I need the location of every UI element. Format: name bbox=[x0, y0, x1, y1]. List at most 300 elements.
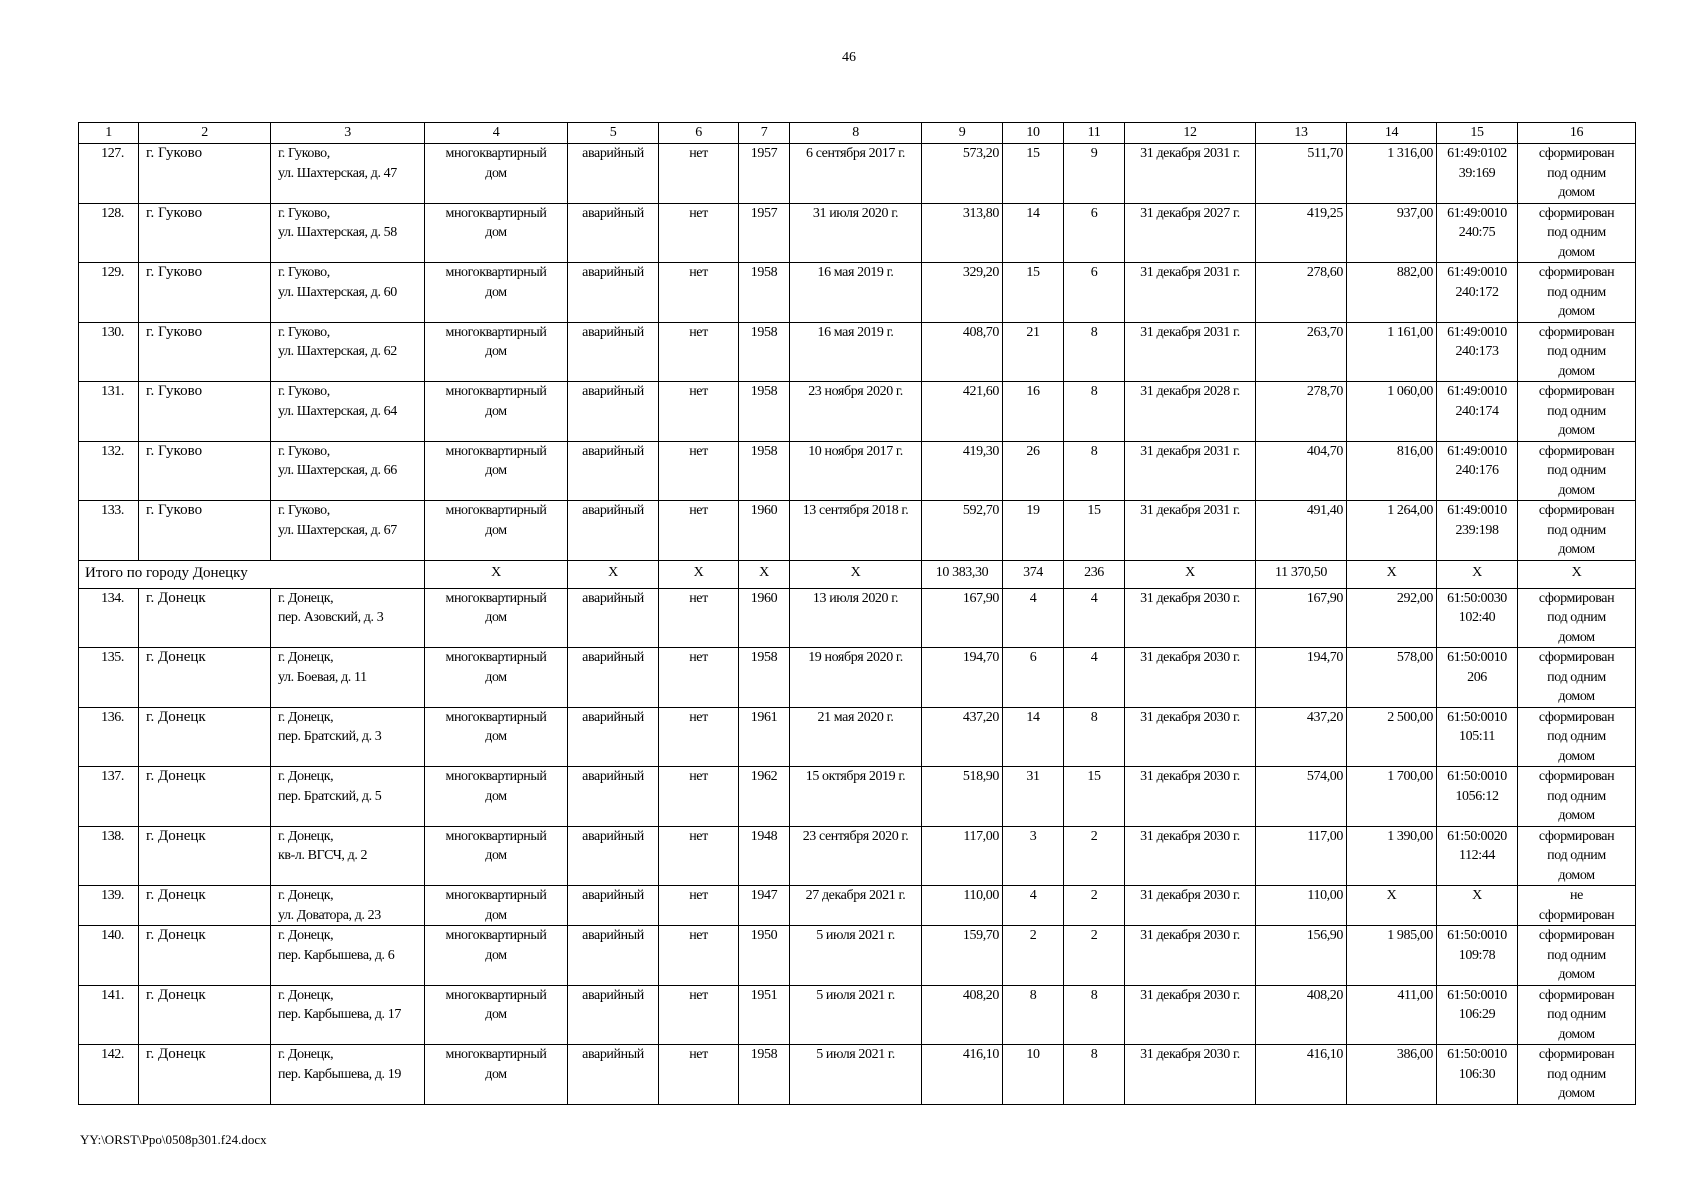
page-number: 46 bbox=[842, 50, 856, 65]
column-6-cell bbox=[659, 588, 739, 648]
building-type-cell bbox=[425, 588, 568, 648]
column-10-cell bbox=[1003, 886, 1064, 926]
column-10-cell bbox=[1003, 926, 1064, 986]
cadastral-number-cell-line: 240:173 bbox=[1455, 344, 1499, 359]
address-cell-line: пер. Азовский, д. 3 bbox=[278, 610, 384, 625]
address-cell-line: г. Донецк, bbox=[278, 590, 334, 606]
land-status-cell-line: сформирован bbox=[1538, 503, 1615, 518]
building-type-cell bbox=[425, 985, 568, 1045]
condition-cell-line: аварийный bbox=[582, 146, 644, 161]
city-cell bbox=[139, 382, 271, 442]
cadastral-number-cell bbox=[1437, 501, 1518, 561]
address-cell-line: пер. Братский, д. 5 bbox=[278, 788, 382, 804]
land-status-cell-line: домом bbox=[1558, 423, 1595, 438]
row-number bbox=[79, 707, 139, 767]
column-10-cell bbox=[1003, 826, 1064, 886]
recognition-date-cell bbox=[790, 985, 922, 1045]
column-13-cell-line: 156,90 bbox=[1306, 928, 1343, 943]
column-13-cell bbox=[1256, 886, 1347, 926]
land-status-cell-line: под одним bbox=[1547, 947, 1606, 963]
table-row bbox=[79, 501, 1636, 561]
city-cell bbox=[139, 767, 271, 827]
recognition-date-cell-line: 27 декабря 2021 г. bbox=[805, 888, 906, 903]
row-number-line: 141. bbox=[101, 987, 124, 1003]
building-type-cell-line: многоквартирный bbox=[445, 265, 547, 280]
address-cell-line: пер. Карбышева, д. 17 bbox=[278, 1007, 401, 1022]
table-row bbox=[79, 144, 1636, 204]
row-number-line: 133. bbox=[101, 503, 124, 518]
column-6-cell bbox=[659, 501, 739, 561]
table-body bbox=[79, 123, 1636, 1105]
column-6-cell bbox=[659, 1045, 739, 1105]
city-cell-line: г. Донецк bbox=[146, 768, 206, 784]
city-cell-line: г. Гуково bbox=[146, 442, 203, 459]
area-cell-line: 518,90 bbox=[962, 769, 999, 784]
recognition-date-cell-line: 31 июля 2020 г. bbox=[812, 205, 899, 221]
recognition-date-cell bbox=[790, 707, 922, 767]
column-10-cell bbox=[1003, 382, 1064, 442]
address-cell bbox=[271, 322, 425, 382]
building-type-cell bbox=[425, 263, 568, 323]
area-cell-line: 437,20 bbox=[962, 709, 999, 725]
city-cell-line: г. Донецк bbox=[146, 827, 206, 844]
land-status-cell bbox=[1518, 588, 1636, 648]
row-number bbox=[79, 144, 139, 204]
row-number-line: 135. bbox=[101, 650, 124, 665]
address-cell-line: г. Гуково, bbox=[278, 443, 330, 459]
cadastral-number-cell-line: 240:172 bbox=[1455, 284, 1499, 300]
total-c6: X bbox=[659, 560, 739, 588]
deadline-cell bbox=[1125, 826, 1256, 886]
condition-cell-line: аварийный bbox=[582, 503, 644, 518]
address-cell-line: кв-л. ВГСЧ, д. 2 bbox=[278, 848, 368, 863]
condition-cell bbox=[568, 588, 659, 648]
land-status-cell-line: домом bbox=[1558, 363, 1595, 379]
recognition-date-cell-line: 23 сентября 2020 г. bbox=[802, 828, 909, 844]
column-10-cell bbox=[1003, 1045, 1064, 1105]
column-number: 13 bbox=[1256, 123, 1347, 144]
city-cell bbox=[139, 826, 271, 886]
address-cell-line: ул. Шахтерская, д. 62 bbox=[278, 344, 397, 359]
address-cell bbox=[271, 441, 425, 501]
column-6-cell-line: нет bbox=[689, 503, 708, 518]
recognition-date-cell-line: 23 ноября 2020 г. bbox=[808, 384, 903, 399]
column-10-cell-line: 10 bbox=[1026, 1047, 1040, 1062]
address-cell-line: г. Донецк, bbox=[278, 987, 334, 1003]
column-13-cell bbox=[1256, 441, 1347, 501]
area-cell bbox=[922, 203, 1003, 263]
year-cell bbox=[739, 926, 790, 986]
building-type-cell bbox=[425, 767, 568, 827]
column-number: 15 bbox=[1437, 123, 1518, 144]
cadastral-number-cell bbox=[1437, 203, 1518, 263]
year-cell-line: 1961 bbox=[750, 709, 778, 725]
building-type-cell-line: многоквартирный bbox=[445, 888, 547, 903]
city-cell bbox=[139, 1045, 271, 1105]
column-11-cell bbox=[1064, 588, 1125, 648]
row-number bbox=[79, 826, 139, 886]
total-c9: 10 383,30 bbox=[922, 560, 1003, 588]
row-number-line: 132. bbox=[101, 443, 124, 459]
land-status-cell-line: сформирован bbox=[1538, 709, 1615, 725]
column-14-cell bbox=[1347, 203, 1437, 263]
column-11-cell bbox=[1064, 441, 1125, 501]
city-cell-line: г. Гуково bbox=[146, 502, 203, 518]
land-status-cell-line: домом bbox=[1558, 867, 1595, 883]
recognition-date-cell bbox=[790, 501, 922, 561]
row-number bbox=[79, 441, 139, 501]
area-cell bbox=[922, 501, 1003, 561]
condition-cell bbox=[568, 144, 659, 204]
land-status-cell-line: домом bbox=[1558, 304, 1595, 319]
land-status-cell-line: домом bbox=[1558, 542, 1595, 557]
column-6-cell-line: нет bbox=[689, 828, 708, 844]
city-cell bbox=[139, 322, 271, 382]
year-cell-line: 1950 bbox=[750, 928, 778, 943]
column-10-cell-line: 6 bbox=[1029, 650, 1037, 665]
deadline-cell bbox=[1125, 203, 1256, 263]
land-status-cell-line: под одним bbox=[1547, 403, 1606, 419]
cadastral-number-cell-line: 240:174 bbox=[1455, 403, 1499, 419]
address-cell bbox=[271, 707, 425, 767]
column-6-cell-line: нет bbox=[689, 987, 708, 1003]
column-13-cell-line: 419,25 bbox=[1306, 205, 1343, 221]
year-cell-line: 1947 bbox=[750, 888, 778, 903]
column-13-cell bbox=[1256, 322, 1347, 382]
condition-cell-line: аварийный bbox=[582, 987, 644, 1003]
cadastral-number-cell-line: 105:11 bbox=[1459, 729, 1495, 744]
area-cell bbox=[922, 441, 1003, 501]
column-14-cell bbox=[1347, 588, 1437, 648]
building-type-cell bbox=[425, 707, 568, 767]
city-total-row bbox=[79, 560, 1636, 588]
year-cell bbox=[739, 203, 790, 263]
building-type-cell-line: многоквартирный bbox=[445, 928, 547, 943]
column-6-cell-line: нет bbox=[689, 265, 708, 280]
recognition-date-cell bbox=[790, 648, 922, 708]
building-type-cell-line: дом bbox=[485, 165, 507, 181]
city-cell-line: г. Гуково bbox=[146, 204, 203, 221]
area-cell bbox=[922, 648, 1003, 708]
table-row bbox=[79, 826, 1636, 886]
year-cell bbox=[739, 322, 790, 382]
address-cell bbox=[271, 203, 425, 263]
column-14-cell bbox=[1347, 767, 1437, 827]
land-status-cell-line: под одним bbox=[1547, 284, 1606, 300]
column-14-cell-line: 578,00 bbox=[1396, 650, 1433, 665]
city-cell bbox=[139, 501, 271, 561]
building-type-cell bbox=[425, 382, 568, 442]
column-6-cell-line: нет bbox=[689, 1047, 708, 1062]
building-type-cell-line: многоквартирный bbox=[445, 650, 547, 665]
land-status-cell-line: под одним bbox=[1547, 522, 1606, 538]
row-number bbox=[79, 501, 139, 561]
column-13-cell bbox=[1256, 767, 1347, 827]
column-11-cell bbox=[1064, 826, 1125, 886]
column-11-cell bbox=[1064, 1045, 1125, 1105]
area-cell bbox=[922, 588, 1003, 648]
column-14-cell-line: 1 316,00 bbox=[1387, 146, 1433, 161]
area-cell-line: 416,10 bbox=[962, 1047, 999, 1062]
table-row bbox=[79, 985, 1636, 1045]
column-number: 14 bbox=[1347, 123, 1437, 144]
year-cell-line: 1958 bbox=[750, 384, 778, 399]
deadline-cell bbox=[1125, 501, 1256, 561]
building-type-cell-line: многоквартирный bbox=[445, 1047, 547, 1062]
condition-cell bbox=[568, 826, 659, 886]
column-11-cell-line: 2 bbox=[1090, 828, 1098, 844]
cadastral-number-cell bbox=[1437, 382, 1518, 442]
area-cell bbox=[922, 707, 1003, 767]
year-cell-line: 1960 bbox=[750, 503, 778, 518]
address-cell-line: г. Гуково, bbox=[278, 146, 330, 161]
land-status-cell-line: под одним bbox=[1547, 788, 1606, 804]
cadastral-number-cell-line: 239:198 bbox=[1455, 522, 1499, 538]
column-10-cell-line: 16 bbox=[1026, 384, 1040, 399]
address-cell-line: г. Гуково, bbox=[278, 265, 330, 280]
area-cell-line: 110,00 bbox=[963, 888, 999, 903]
city-cell-line: г. Гуково bbox=[146, 264, 203, 280]
column-11-cell-line: 15 bbox=[1087, 503, 1101, 518]
cadastral-number-cell-line: 106:29 bbox=[1458, 1007, 1496, 1022]
column-11-cell-line: 9 bbox=[1090, 146, 1098, 161]
column-10-cell bbox=[1003, 322, 1064, 382]
column-13-cell-line: 278,70 bbox=[1306, 384, 1343, 399]
table-row bbox=[79, 707, 1636, 767]
column-13-cell bbox=[1256, 826, 1347, 886]
land-status-cell-line: под одним bbox=[1547, 463, 1606, 478]
column-6-cell-line: нет bbox=[689, 650, 708, 665]
column-10-cell bbox=[1003, 707, 1064, 767]
building-type-cell-line: многоквартирный bbox=[445, 324, 547, 340]
row-number-line: 131. bbox=[101, 384, 124, 399]
deadline-cell-line: 31 декабря 2031 г. bbox=[1140, 503, 1240, 518]
recognition-date-cell bbox=[790, 203, 922, 263]
cadastral-number-cell-line: 61:50:0010 bbox=[1447, 928, 1507, 943]
area-cell bbox=[922, 263, 1003, 323]
recognition-date-cell-line: 5 июля 2021 г. bbox=[816, 987, 895, 1003]
area-cell-line: 573,20 bbox=[962, 146, 999, 161]
column-10-cell bbox=[1003, 441, 1064, 501]
column-14-cell-line: 386,00 bbox=[1396, 1047, 1433, 1062]
column-13-cell bbox=[1256, 1045, 1347, 1105]
condition-cell bbox=[568, 382, 659, 442]
land-status-cell-line: сформирован bbox=[1538, 987, 1615, 1003]
year-cell bbox=[739, 707, 790, 767]
column-11-cell bbox=[1064, 767, 1125, 827]
column-14-cell bbox=[1347, 263, 1437, 323]
address-cell-line: ул. Шахтерская, д. 47 bbox=[278, 165, 397, 181]
land-status-cell-line: сформирован bbox=[1538, 928, 1615, 943]
column-6-cell bbox=[659, 826, 739, 886]
building-type-cell bbox=[425, 322, 568, 382]
column-13-cell-line: 404,70 bbox=[1306, 443, 1343, 459]
column-14-cell-line: 1 985,00 bbox=[1387, 928, 1433, 943]
column-13-cell bbox=[1256, 648, 1347, 708]
housing-table bbox=[78, 122, 1636, 1105]
column-14-cell-line: 1 700,00 bbox=[1387, 769, 1433, 784]
building-type-cell-line: дом bbox=[485, 1066, 507, 1082]
recognition-date-cell-line: 21 мая 2020 г. bbox=[817, 709, 894, 725]
cadastral-number-cell-line: 61:49:0010 bbox=[1447, 443, 1507, 459]
cadastral-number-cell bbox=[1437, 926, 1518, 986]
city-cell-line: г. Донецк bbox=[146, 589, 206, 606]
land-status-cell-line: домом bbox=[1558, 185, 1595, 200]
row-number bbox=[79, 588, 139, 648]
column-13-cell-line: 491,40 bbox=[1306, 503, 1343, 518]
land-status-cell bbox=[1518, 926, 1636, 986]
column-10-cell-line: 4 bbox=[1029, 888, 1037, 903]
land-status-cell bbox=[1518, 648, 1636, 708]
cadastral-number-cell-line: 61:50:0020 bbox=[1447, 828, 1507, 844]
recognition-date-cell-line: 5 июля 2021 г. bbox=[816, 928, 895, 943]
address-cell-line: г. Донецк, bbox=[278, 828, 334, 844]
column-6-cell bbox=[659, 767, 739, 827]
city-cell bbox=[139, 203, 271, 263]
recognition-date-cell-line: 16 мая 2019 г. bbox=[817, 265, 894, 280]
building-type-cell bbox=[425, 886, 568, 926]
land-status-cell-line: домом bbox=[1558, 748, 1595, 764]
table-row bbox=[79, 648, 1636, 708]
cadastral-number-cell-line: 39:169 bbox=[1458, 165, 1496, 181]
land-status-cell bbox=[1518, 826, 1636, 886]
area-cell-line: 421,60 bbox=[962, 384, 999, 399]
deadline-cell-line: 31 декабря 2031 г. bbox=[1140, 146, 1240, 161]
area-cell-line: 592,70 bbox=[962, 503, 999, 518]
condition-cell-line: аварийный bbox=[582, 828, 644, 844]
row-number bbox=[79, 926, 139, 986]
city-cell bbox=[139, 588, 271, 648]
year-cell-line: 1958 bbox=[750, 650, 778, 665]
recognition-date-cell-line: 16 мая 2019 г. bbox=[817, 324, 894, 340]
land-status-cell-line: сформирован bbox=[1538, 324, 1615, 340]
column-14-cell-line: 1 390,00 bbox=[1387, 828, 1433, 844]
total-c10: 374 bbox=[1003, 560, 1064, 588]
cadastral-number-cell-line: 102:40 bbox=[1458, 610, 1496, 625]
table-row bbox=[79, 588, 1636, 648]
column-11-cell bbox=[1064, 648, 1125, 708]
column-14-cell bbox=[1347, 926, 1437, 986]
land-status-cell-line: под одним bbox=[1547, 1007, 1606, 1022]
cadastral-number-cell-line: 61:49:0010 bbox=[1447, 205, 1507, 221]
building-type-cell-line: многоквартирный bbox=[445, 443, 547, 459]
land-status-cell-line: домом bbox=[1558, 244, 1595, 260]
row-number-line: 142. bbox=[101, 1047, 124, 1062]
address-cell-line: ул. Шахтерская, д. 60 bbox=[278, 284, 397, 300]
year-cell-line: 1958 bbox=[750, 443, 778, 459]
area-cell bbox=[922, 985, 1003, 1045]
city-cell bbox=[139, 926, 271, 986]
column-10-cell-line: 14 bbox=[1026, 205, 1040, 221]
year-cell bbox=[739, 767, 790, 827]
address-cell bbox=[271, 886, 425, 926]
land-status-cell-line: под одним bbox=[1547, 729, 1606, 744]
area-cell-line: 313,80 bbox=[962, 205, 999, 221]
cadastral-number-cell bbox=[1437, 441, 1518, 501]
cadastral-number-cell-line: 61:49:0010 bbox=[1447, 384, 1507, 399]
land-status-cell bbox=[1518, 203, 1636, 263]
land-status-cell bbox=[1518, 144, 1636, 204]
column-number: 12 bbox=[1125, 123, 1256, 144]
column-13-cell-line: 167,90 bbox=[1306, 590, 1343, 606]
recognition-date-cell-line: 6 сентября 2017 г. bbox=[806, 146, 905, 161]
year-cell-line: 1957 bbox=[750, 146, 778, 161]
row-number-line: 138. bbox=[101, 828, 124, 844]
cadastral-number-cell-line: X bbox=[1472, 888, 1482, 903]
building-type-cell bbox=[425, 441, 568, 501]
condition-cell bbox=[568, 322, 659, 382]
column-number: 11 bbox=[1064, 123, 1125, 144]
cadastral-number-cell-line: 206 bbox=[1467, 669, 1487, 685]
column-13-cell-line: 194,70 bbox=[1306, 650, 1343, 665]
area-cell bbox=[922, 926, 1003, 986]
condition-cell-line: аварийный bbox=[582, 650, 644, 665]
land-status-cell-line: сформирован bbox=[1538, 828, 1615, 844]
condition-cell bbox=[568, 501, 659, 561]
cadastral-number-cell bbox=[1437, 588, 1518, 648]
column-13-cell-line: 117,00 bbox=[1307, 828, 1343, 844]
column-11-cell bbox=[1064, 322, 1125, 382]
address-cell-line: г. Гуково, bbox=[278, 324, 330, 340]
recognition-date-cell-line: 19 ноября 2020 г. bbox=[808, 650, 903, 665]
deadline-cell bbox=[1125, 707, 1256, 767]
column-6-cell bbox=[659, 203, 739, 263]
column-14-cell-line: 292,00 bbox=[1396, 590, 1433, 606]
deadline-cell-line: 31 декабря 2030 г. bbox=[1140, 888, 1240, 903]
deadline-cell-line: 31 декабря 2030 г. bbox=[1140, 928, 1240, 943]
condition-cell bbox=[568, 263, 659, 323]
area-cell-line: 167,90 bbox=[962, 590, 999, 606]
column-number: 1 bbox=[79, 123, 139, 144]
column-11-cell-line: 6 bbox=[1090, 265, 1098, 280]
deadline-cell-line: 31 декабря 2030 г. bbox=[1140, 709, 1240, 725]
row-number bbox=[79, 322, 139, 382]
column-13-cell bbox=[1256, 144, 1347, 204]
area-cell-line: 159,70 bbox=[962, 928, 999, 943]
column-14-cell bbox=[1347, 501, 1437, 561]
land-status-cell bbox=[1518, 767, 1636, 827]
cadastral-number-cell-line: 61:50:0010 bbox=[1447, 1047, 1507, 1062]
land-status-cell bbox=[1518, 1045, 1636, 1105]
column-11-cell-line: 4 bbox=[1090, 650, 1098, 665]
year-cell bbox=[739, 441, 790, 501]
building-type-cell-line: дом bbox=[485, 463, 507, 478]
city-cell bbox=[139, 707, 271, 767]
area-cell bbox=[922, 886, 1003, 926]
area-cell-line: 408,20 bbox=[962, 987, 999, 1003]
building-type-cell bbox=[425, 926, 568, 986]
row-number-line: 140. bbox=[101, 928, 124, 943]
condition-cell-line: аварийный bbox=[582, 928, 644, 943]
column-6-cell bbox=[659, 926, 739, 986]
address-cell-line: г. Гуково, bbox=[278, 503, 330, 518]
condition-cell bbox=[568, 648, 659, 708]
column-11-cell bbox=[1064, 382, 1125, 442]
address-cell-line: г. Гуково, bbox=[278, 205, 330, 221]
area-cell bbox=[922, 767, 1003, 827]
recognition-date-cell bbox=[790, 263, 922, 323]
column-14-cell-line: 937,00 bbox=[1396, 205, 1433, 221]
column-11-cell-line: 4 bbox=[1090, 590, 1098, 606]
column-10-cell bbox=[1003, 144, 1064, 204]
column-11-cell bbox=[1064, 263, 1125, 323]
column-14-cell bbox=[1347, 441, 1437, 501]
address-cell-line: ул. Шахтерская, д. 67 bbox=[278, 522, 397, 538]
column-10-cell-line: 2 bbox=[1029, 928, 1037, 943]
column-11-cell bbox=[1064, 926, 1125, 986]
cadastral-number-cell bbox=[1437, 648, 1518, 708]
row-number-line: 127. bbox=[101, 146, 124, 161]
